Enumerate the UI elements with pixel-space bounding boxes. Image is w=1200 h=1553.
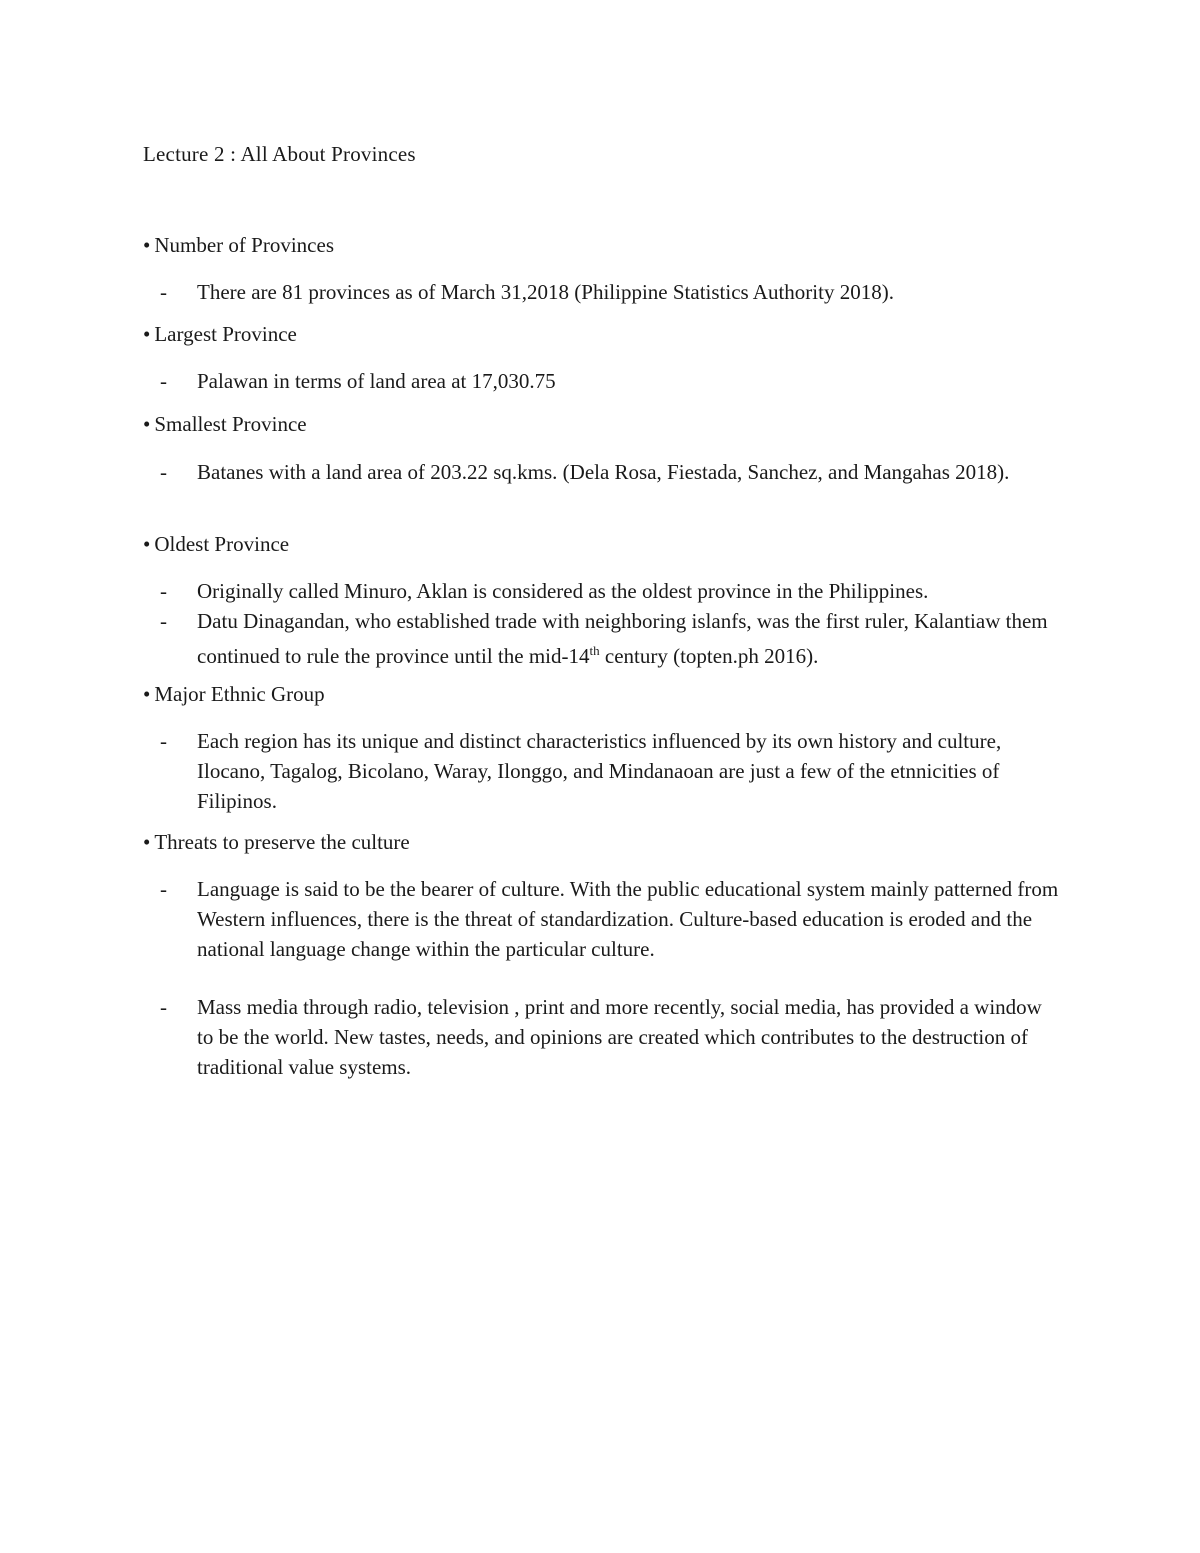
section-heading	[143, 830, 410, 855]
list-item-text: Originally called Minuro, Aklan is considered as the oldest province in the Philippines.	[197, 579, 929, 603]
dash-marker: -	[160, 579, 167, 603]
list-item	[160, 874, 1060, 964]
list-item-text: Each region has its unique and distinct characteristics influenced by its own history and culture, Ilocano, Tagalog, Bicolano, Waray, Ilonggo, and Mindanaoan are just a few of the etnnicities of Filipinos.	[197, 729, 1002, 813]
list-item	[160, 992, 1060, 1082]
bullet-icon: •	[143, 233, 151, 257]
dash-marker: -	[160, 280, 167, 304]
dash-marker: -	[160, 995, 167, 1019]
section-heading-label: Oldest Province	[154, 532, 290, 556]
dash-marker: -	[160, 877, 167, 901]
list-item-text: Mass media through radio, television , print and more recently, social media, has provided a window to be the world. New tastes, needs, and opinions are created which contributes to the destruction of traditional value systems.	[197, 995, 1042, 1079]
dash-marker: -	[160, 609, 167, 633]
list-item-text: Language is said to be the bearer of culture. With the public educational system mainly patterned from Western influences, there is the threat of standardization. Culture-based education is eroded and the national language change within the particular culture.	[197, 877, 1059, 961]
section-heading-label: Number of Provinces	[154, 233, 334, 257]
section-heading	[143, 322, 297, 347]
bullet-icon: •	[143, 682, 151, 706]
bullet-icon: •	[143, 412, 151, 436]
list-item	[160, 366, 1060, 396]
section-heading-label: Threats to preserve the culture	[154, 830, 410, 854]
list-item	[160, 726, 1060, 816]
bullet-icon: •	[143, 830, 151, 854]
section-heading	[143, 682, 325, 707]
list-item-text: Batanes with a land area of 203.22 sq.kms. (Dela Rosa, Fiestada, Sanchez, and Mangahas 2018).	[197, 460, 1010, 484]
dash-marker: -	[160, 369, 167, 393]
section-heading-label: Major Ethnic Group	[154, 682, 325, 706]
list-item-text: There are 81 provinces as of March 31,2018 (Philippine Statistics Authority 2018).	[197, 280, 894, 304]
bullet-icon: •	[143, 532, 151, 556]
list-item-text	[197, 606, 1060, 671]
section-heading	[143, 532, 289, 557]
list-item	[160, 277, 1060, 307]
list-item	[160, 606, 1060, 671]
list-item-text: Palawan in terms of land area at 17,030.75	[197, 369, 556, 393]
bullet-icon: •	[143, 322, 151, 346]
list-item	[160, 457, 1060, 487]
list-item	[160, 576, 1060, 606]
section-heading	[143, 412, 307, 437]
section-heading	[143, 233, 334, 258]
ordinal-suffix: th	[589, 643, 600, 658]
dash-marker: -	[160, 460, 167, 484]
list-item-text-after: century (topten.ph 2016).	[599, 644, 819, 668]
page-title: Lecture 2 : All About Provinces	[143, 142, 416, 166]
section-heading-label: Largest Province	[154, 322, 297, 346]
dash-marker: -	[160, 729, 167, 753]
section-heading-label: Smallest Province	[154, 412, 307, 436]
list-item-text-before: Datu Dinagandan, who established trade with neighboring islanfs, was the first ruler, Kalantiaw them continued to rule the province until the mid-14	[197, 609, 1048, 668]
